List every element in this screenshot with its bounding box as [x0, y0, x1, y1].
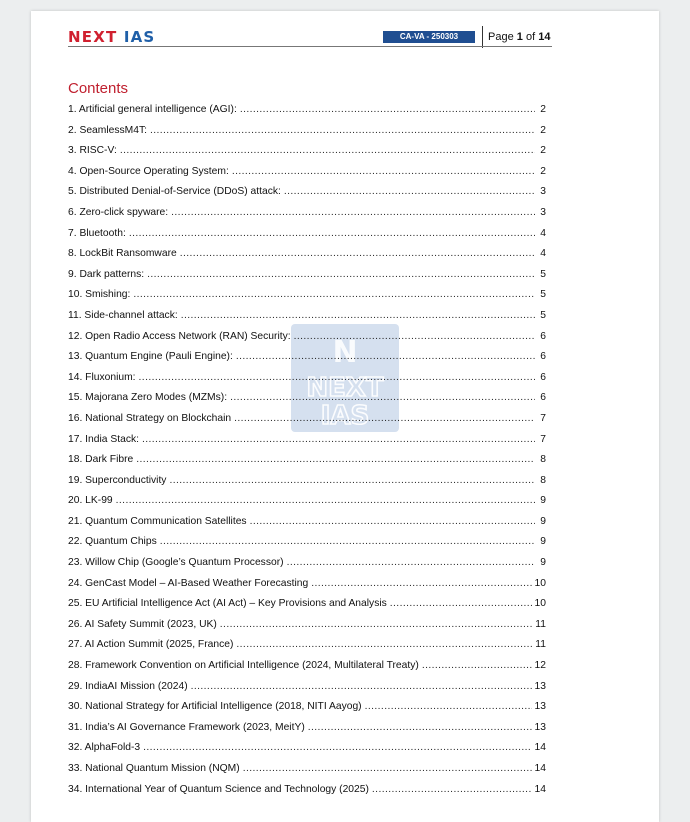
toc-entry-title: 19. Superconductivity — [68, 474, 167, 486]
toc-entry-title: 22. Quantum Chips — [68, 536, 157, 548]
toc-leader-dots — [129, 224, 535, 245]
toc-entry-page: 2 — [540, 165, 546, 177]
header-divider — [482, 26, 483, 48]
toc-entry[interactable] — [68, 306, 546, 327]
toc-entry-title: 23. Willow Chip (Google’s Quantum Processor) — [68, 557, 284, 569]
toc-entry[interactable] — [68, 121, 546, 142]
toc-entry-page: 4 — [540, 227, 546, 239]
toc-entry-page: 2 — [540, 124, 546, 136]
toc-entry[interactable] — [68, 780, 546, 801]
toc-leader-dots — [230, 388, 535, 409]
toc-entry-page: 13 — [534, 721, 546, 733]
toc-leader-dots — [365, 697, 532, 718]
toc-entry[interactable] — [68, 532, 546, 553]
toc-entry-page: 2 — [540, 145, 546, 157]
toc-entry-title: 20. LK-99 — [68, 495, 113, 507]
document-page — [31, 11, 659, 822]
toc-entry-title: 29. IndiaAI Mission (2024) — [68, 680, 188, 692]
toc-entry-page: 5 — [540, 268, 546, 280]
toc-entry-page: 6 — [540, 392, 546, 404]
toc-entry-page: 10 — [534, 598, 546, 610]
toc-entry-page: 6 — [540, 351, 546, 363]
page-header — [68, 28, 552, 56]
toc-leader-dots — [150, 121, 535, 142]
toc-entry[interactable] — [68, 615, 546, 636]
toc-entry-page: 13 — [534, 701, 546, 713]
toc-entry-title: 4. Open-Source Operating System: — [68, 165, 229, 177]
toc-entry[interactable] — [68, 285, 546, 306]
toc-leader-dots — [250, 512, 535, 533]
toc-entry-title: 5. Distributed Denial-of-Service (DDoS) attack: — [68, 186, 281, 198]
toc-leader-dots — [169, 471, 535, 492]
toc-entry-page: 2 — [540, 104, 546, 115]
toc-entry[interactable] — [68, 450, 546, 471]
toc-entry-title: 9. Dark patterns: — [68, 268, 145, 280]
toc-entry[interactable] — [68, 182, 546, 203]
toc-entry[interactable] — [68, 553, 546, 574]
toc-entry-title: 34. International Year of Quantum Science and Technology (2025) — [68, 783, 369, 795]
toc-leader-dots — [120, 141, 535, 162]
toc-entry-title: 12. Open Radio Access Network (RAN) Security: — [68, 330, 291, 342]
toc-leader-dots — [181, 306, 535, 327]
toc-leader-dots — [171, 203, 535, 224]
toc-leader-dots — [240, 100, 535, 121]
toc-entry-page: 6 — [540, 371, 546, 383]
contents-heading: Contents — [68, 80, 129, 97]
toc-leader-dots — [311, 574, 531, 595]
toc-leader-dots — [133, 285, 535, 306]
page-total: 14 — [538, 31, 551, 43]
toc-entry-page: 7 — [540, 412, 546, 424]
toc-entry-title: 8. LockBit Ransomware — [68, 248, 177, 260]
toc-entry[interactable] — [68, 491, 546, 512]
toc-leader-dots — [236, 635, 532, 656]
toc-entry-page: 9 — [540, 515, 546, 527]
toc-entry-title: 7. Bluetooth: — [68, 227, 126, 239]
page-prefix: Page — [488, 31, 514, 43]
toc-entry[interactable] — [68, 512, 546, 533]
logo-ias-text: IAS — [123, 28, 156, 46]
toc-entry-title: 11. Side-channel attack: — [68, 309, 178, 321]
toc-entry-title: 25. EU Artificial Intelligence Act (AI Act) – Key Provisions and Analysis — [68, 598, 387, 610]
toc-leader-dots — [232, 162, 535, 183]
toc-entry[interactable] — [68, 265, 546, 286]
toc-leader-dots — [220, 615, 533, 636]
toc-leader-dots — [191, 677, 532, 698]
toc-leader-dots — [160, 532, 535, 553]
toc-entry[interactable] — [68, 677, 546, 698]
toc-entry-title: 31. India’s AI Governance Framework (2023, MeitY) — [68, 721, 305, 733]
page-of: of — [525, 31, 536, 43]
toc-entry-page: 9 — [540, 557, 546, 569]
toc-leader-dots — [147, 265, 535, 286]
toc-entry-page: 6 — [540, 330, 546, 342]
toc-entry[interactable] — [68, 635, 546, 656]
toc-entry-page: 4 — [540, 248, 546, 260]
toc-leader-dots — [243, 759, 532, 780]
toc-entry-title: 32. AlphaFold-3 — [68, 742, 141, 754]
toc-entry-page: 8 — [540, 474, 546, 486]
toc-leader-dots — [139, 368, 535, 389]
toc-entry-title: 30. National Strategy for Artificial Intelligence (2018, NITI Aayog) — [68, 701, 362, 713]
toc-leader-dots — [287, 553, 535, 574]
toc-leader-dots — [284, 182, 535, 203]
toc-entry-title: 16. National Strategy on Blockchain — [68, 412, 232, 424]
toc-entry-page: 3 — [540, 186, 546, 198]
toc-leader-dots — [136, 450, 535, 471]
toc-entry-page: 14 — [534, 742, 546, 754]
toc-entry-title: 27. AI Action Summit (2025, France) — [68, 639, 234, 651]
next-ias-logo — [68, 28, 155, 46]
toc-entry[interactable] — [68, 697, 546, 718]
toc-entry-page: 9 — [540, 536, 546, 548]
toc-leader-dots — [236, 347, 535, 368]
watermark-bottom: IAS — [320, 401, 370, 431]
toc-leader-dots — [234, 409, 535, 430]
toc-entry-page: 5 — [540, 309, 546, 321]
page-current: 1 — [516, 31, 523, 43]
toc-entry-page: 9 — [540, 495, 546, 507]
toc-entry-title: 17. India Stack: — [68, 433, 139, 445]
toc-entry[interactable] — [68, 594, 546, 615]
toc-leader-dots — [142, 430, 535, 451]
toc-entry[interactable] — [68, 368, 546, 389]
toc-entry[interactable] — [68, 718, 546, 739]
toc-entry[interactable] — [68, 388, 546, 409]
toc-leader-dots — [422, 656, 532, 677]
toc-entry-title: 6. Zero-click spyware: — [68, 206, 169, 218]
watermark-top: N — [332, 335, 358, 370]
toc-entry-title: 3. RISC-V: — [68, 145, 117, 157]
toc-entry-page: 13 — [534, 680, 546, 692]
toc-entry-title: 15. Majorana Zero Modes (MZMs): — [68, 392, 228, 404]
toc-entry-page: 14 — [534, 763, 546, 774]
toc-entry[interactable] — [68, 141, 546, 162]
toc-entry-page: 8 — [540, 454, 546, 466]
toc-entry[interactable] — [68, 574, 546, 595]
toc-leader-dots — [308, 718, 532, 739]
toc-entry-title: 2. SeamlessM4T: — [68, 124, 147, 136]
logo-next-text: NEXT — [68, 28, 118, 46]
toc-leader-dots — [116, 491, 535, 512]
toc-entry[interactable] — [68, 430, 546, 451]
toc-entry[interactable] — [68, 100, 546, 121]
toc-entry-page: 14 — [534, 783, 546, 795]
toc-entry[interactable] — [68, 656, 546, 677]
toc-entry-title: 24. GenCast Model – AI-Based Weather Forecasting — [68, 577, 309, 589]
toc-leader-dots — [372, 780, 532, 801]
toc-entry-title: 26. AI Safety Summit (2023, UK) — [68, 618, 217, 630]
toc-entry[interactable] — [68, 203, 546, 224]
toc-entry[interactable] — [68, 224, 546, 245]
document-code-badge: CA-VA - 250303 — [383, 31, 475, 43]
toc-entry[interactable] — [68, 759, 546, 780]
page-number — [488, 30, 550, 44]
toc-leader-dots — [180, 244, 535, 265]
toc-entry[interactable] — [68, 738, 546, 759]
header-rule — [68, 46, 552, 47]
toc-entry[interactable] — [68, 327, 546, 348]
toc-entry-page: 11 — [535, 639, 546, 651]
toc-leader-dots — [294, 327, 535, 348]
toc-entry-title: 33. National Quantum Mission (NQM) — [68, 763, 240, 774]
watermark-mid: NEXT — [306, 373, 384, 403]
toc-entry-title: 21. Quantum Communication Satellites — [68, 515, 247, 527]
toc-entry-page: 7 — [540, 433, 546, 445]
toc-leader-dots — [143, 738, 531, 759]
toc-entry[interactable] — [68, 162, 546, 183]
toc-entry-title: 1. Artificial general intelligence (AGI): — [68, 104, 237, 115]
toc-entry[interactable] — [68, 244, 546, 265]
toc-entry[interactable] — [68, 471, 546, 492]
toc-entry-page: 3 — [540, 206, 546, 218]
toc-entry-title: 14. Fluxonium: — [68, 371, 136, 383]
toc-entry-page: 5 — [540, 289, 546, 301]
toc-entry-title: 10. Smishing: — [68, 289, 131, 301]
toc-entry[interactable] — [68, 409, 546, 430]
toc-entry-title: 18. Dark Fibre — [68, 454, 134, 466]
toc-entry[interactable] — [68, 347, 546, 368]
toc-entry-title: 28. Framework Convention on Artificial Intelligence (2024, Multilateral Treaty) — [68, 660, 419, 672]
toc-leader-dots — [390, 594, 532, 615]
toc-entry-page: 10 — [534, 577, 546, 589]
toc-entry-page: 11 — [535, 618, 546, 630]
table-of-contents — [68, 100, 546, 800]
toc-entry-page: 12 — [534, 660, 546, 672]
toc-entry-title: 13. Quantum Engine (Pauli Engine): — [68, 351, 233, 363]
